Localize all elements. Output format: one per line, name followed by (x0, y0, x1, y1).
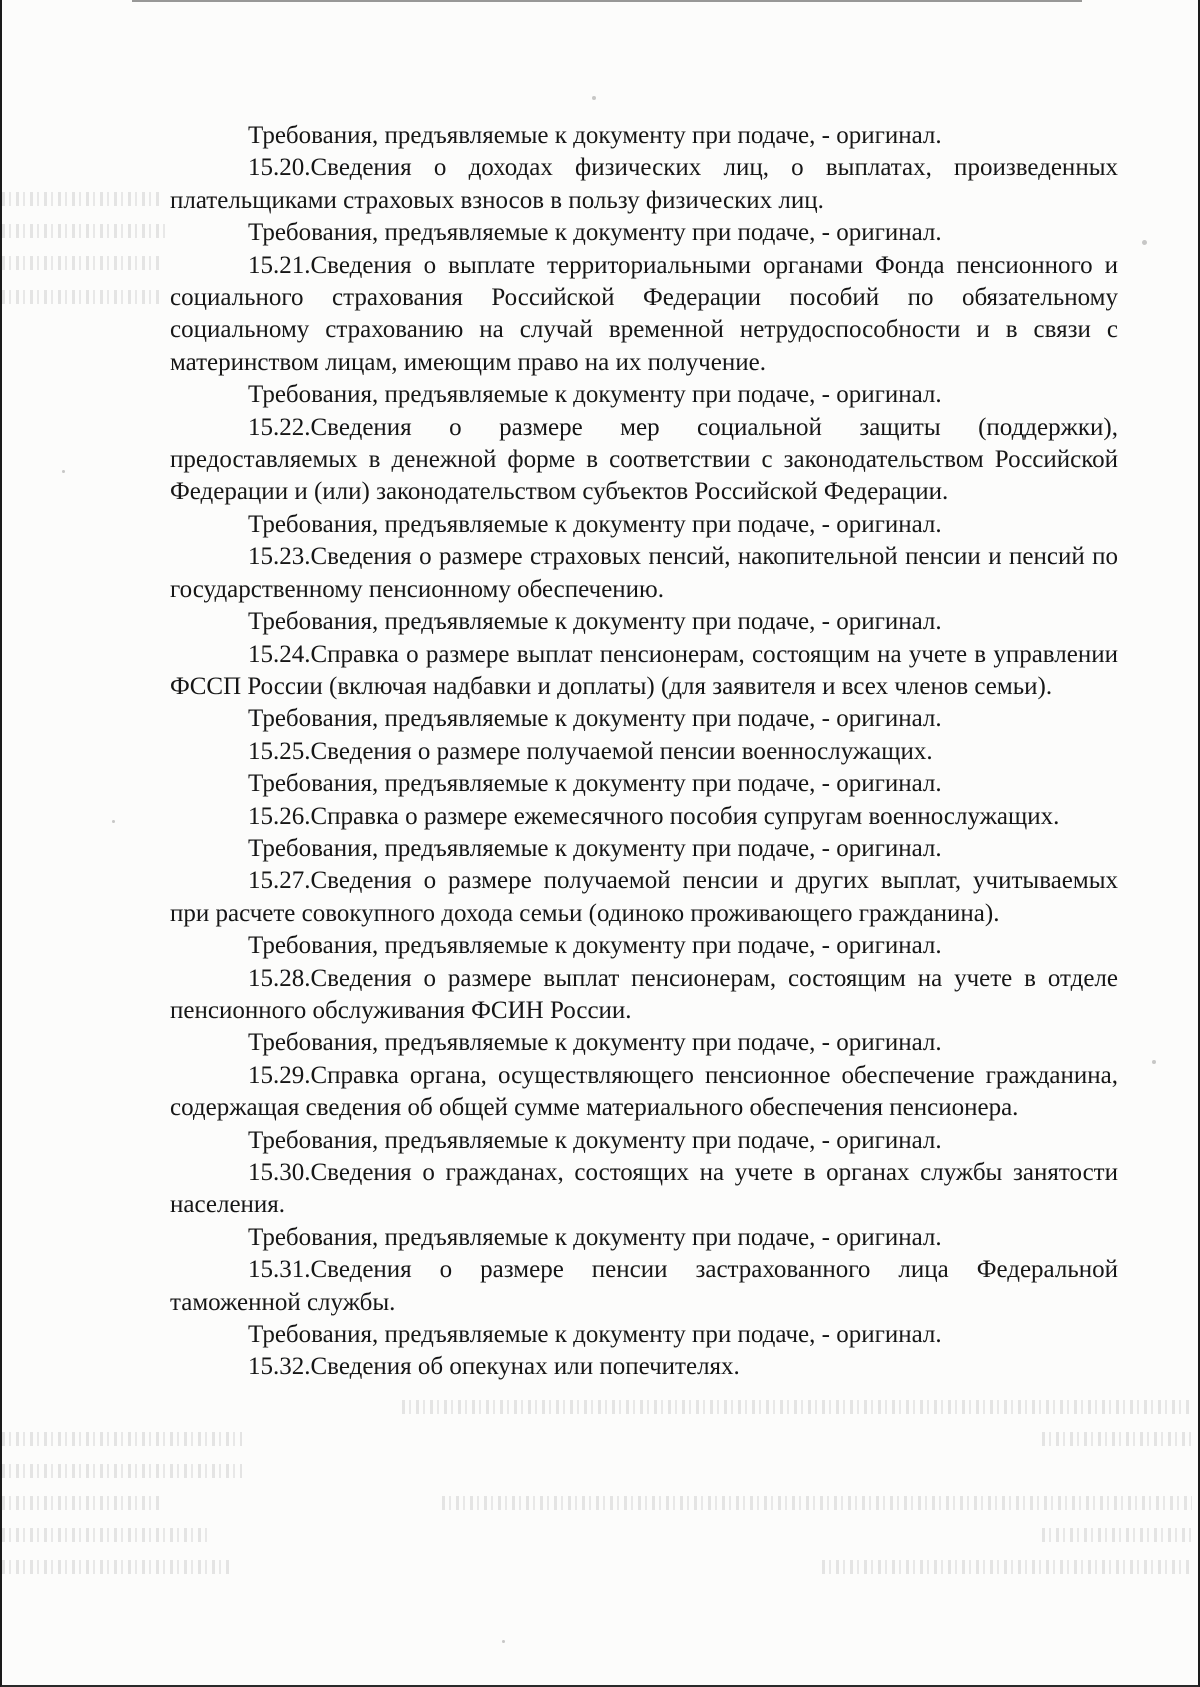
scan-speck (502, 1640, 505, 1643)
scan-noise (2, 256, 162, 270)
scan-noise (822, 1560, 1192, 1574)
requirement-line: Требования, предъявляемые к документу при подаче, - оригинал. (248, 834, 942, 862)
requirement-line: Требования, предъявляемые к документу при подаче, - оригинал. (248, 1126, 942, 1154)
requirement-line: Требования, предъявляемые к документу при подаче, - оригинал. (248, 1223, 942, 1251)
document-item: 15.25.Сведения о размере получаемой пенсии военнослужащих. (248, 737, 933, 765)
requirement-line: Требования, предъявляемые к документу при подаче, - оригинал. (248, 510, 942, 538)
scan-speck (62, 470, 65, 473)
scan-noise (2, 1496, 162, 1510)
document-item: 15.20.Сведения о доходах физических лиц, о выплатах, произведенных плательщиками страховых взносов в пользу физических лиц. (170, 154, 1118, 214)
scan-noise (2, 1528, 212, 1542)
requirement-line: Требования, предъявляемые к документу при подаче, - оригинал. (248, 770, 942, 798)
document-item: 15.30.Сведения о гражданах, состоящих на учете в органах службы занятости населения. (170, 1159, 1118, 1219)
document-item: 15.21.Сведения о выплате территориальными органами Фонда пенсионного и социального страхования Российской Федерации пособий по обязательному социальному страхованию на случай временной нетрудоспособности и в связи с материнством лицам, имеющим право на их получение. (170, 251, 1118, 376)
document-item: 15.23.Сведения о размере страховых пенсий, накопительной пенсии и пенсий по государственному пенсионному обеспечению. (170, 543, 1118, 603)
scan-speck (1152, 1060, 1156, 1064)
document-body (170, 120, 1118, 1384)
document-item: 15.32.Сведения об опекунах или попечителях. (248, 1353, 740, 1381)
requirement-line: Требования, предъявляемые к документу при подаче, - оригинал. (248, 381, 942, 409)
scan-noise (2, 192, 162, 206)
scan-speck (592, 96, 596, 100)
scan-edge-line (132, 0, 1082, 2)
requirement-line: Требования, предъявляемые к документу при подаче, - оригинал. (248, 705, 942, 733)
document-item: 15.22.Сведения о размере мер социальной защиты (поддержки), предоставляемых в денежной форме в соответствии с законодательством Российской Федерации и (или) законодательством субъектов Российской Федерации. (170, 413, 1118, 506)
scan-noise (2, 1560, 232, 1574)
scan-noise (2, 1432, 242, 1446)
scan-noise (1042, 1432, 1192, 1446)
document-item: 15.28.Сведения о размере выплат пенсионерам, состоящим на учете в отделе пенсионного обслуживания ФСИН России. (170, 964, 1118, 1024)
scan-noise (402, 1400, 1192, 1414)
requirement-line: Требования, предъявляемые к документу при подаче, - оригинал. (248, 219, 942, 247)
scan-noise (2, 290, 162, 304)
scan-noise (1042, 1528, 1192, 1542)
requirement-line: Требования, предъявляемые к документу при подаче, - оригинал. (248, 1029, 942, 1057)
document-item: 15.27.Сведения о размере получаемой пенсии и других выплат, учитываемых при расчете совокупного дохода семьи (одиноко проживающего гражданина). (170, 867, 1118, 927)
document-item: 15.29.Справка органа, осуществляющего пенсионное обеспечение гражданина, содержащая сведения об общей сумме материального обеспечения пенсионера. (170, 1061, 1118, 1122)
scan-noise (2, 1464, 242, 1478)
scan-speck (112, 820, 115, 823)
scan-noise (2, 224, 167, 238)
document-item: 15.26.Справка о размере ежемесячного пособия супругам военнослужащих. (248, 802, 1060, 830)
requirement-line: Требования, предъявляемые к документу при подаче, - оригинал. (248, 932, 942, 960)
requirement-line: Требования, предъявляемые к документу при подаче, - оригинал. (248, 1321, 942, 1349)
requirement-line: Требования, предъявляемые к документу при подаче, - оригинал. (248, 122, 942, 149)
scan-noise (442, 1496, 1192, 1510)
document-item: 15.31.Сведения о размере пенсии застрахованного лица Федеральной таможенной службы. (170, 1256, 1118, 1316)
scan-speck (1142, 240, 1147, 245)
requirement-line: Требования, предъявляемые к документу при подаче, - оригинал. (248, 608, 942, 636)
document-item: 15.24.Справка о размере выплат пенсионерам, состоящим на учете в управлении ФССП России (включая надбавки и доплаты) (для заявителя и всех членов семьи). (170, 640, 1118, 700)
